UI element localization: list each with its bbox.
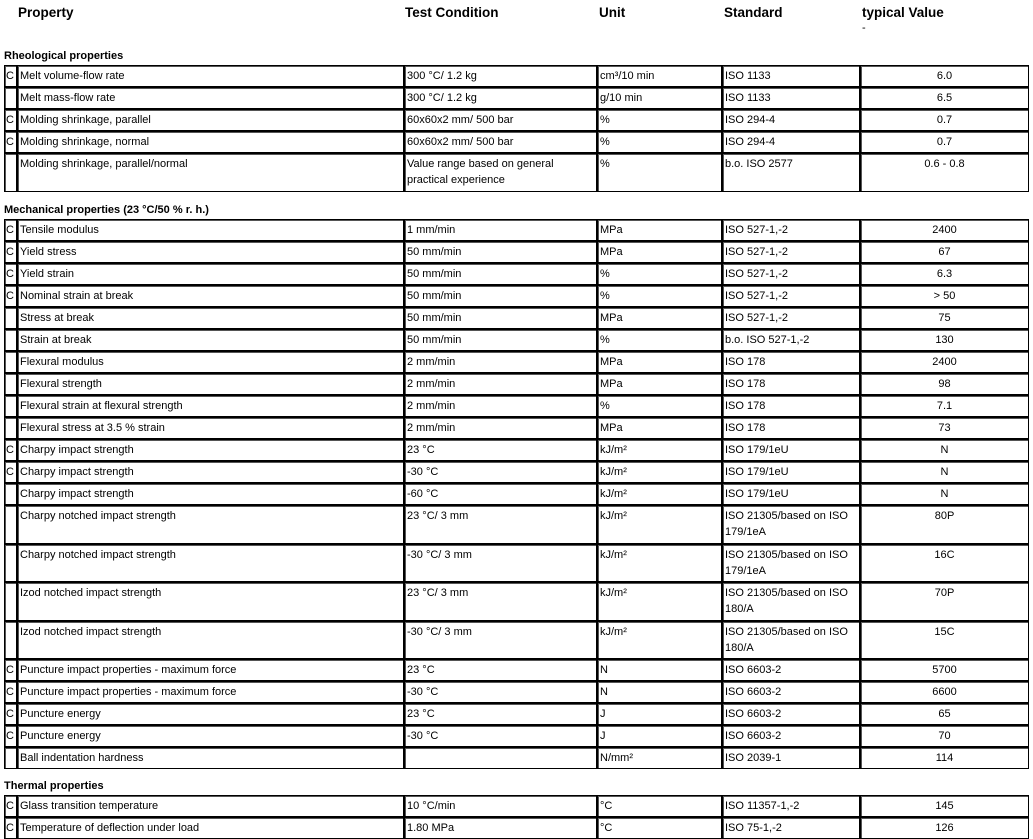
standard-cell: ISO 21305/based on ISO 179/1eA bbox=[722, 505, 860, 544]
c-flag-cell: C bbox=[4, 439, 17, 461]
property-cell: Stress at break bbox=[17, 307, 404, 329]
standard-cell: b.o. ISO 527-1,-2 bbox=[722, 329, 860, 351]
typical-value-cell: 130 bbox=[860, 329, 1029, 351]
table-row bbox=[4, 131, 1029, 153]
test-condition-cell: 50 mm/min bbox=[404, 241, 597, 263]
standard-cell: ISO 527-1,-2 bbox=[722, 307, 860, 329]
unit-cell: °C bbox=[597, 817, 722, 839]
unit-cell: % bbox=[597, 109, 722, 131]
c-flag-cell: C bbox=[4, 659, 17, 681]
table-row bbox=[4, 621, 1029, 660]
test-condition-cell: 50 mm/min bbox=[404, 329, 597, 351]
c-flag-cell bbox=[4, 87, 17, 109]
typical-value-cell: 65 bbox=[860, 703, 1029, 725]
property-cell: Melt volume-flow rate bbox=[17, 65, 404, 87]
column-header-test-condition: Test Condition bbox=[405, 5, 499, 20]
c-flag-cell: C bbox=[4, 241, 17, 263]
c-flag-cell: C bbox=[4, 817, 17, 839]
test-condition-cell: -30 °C/ 3 mm bbox=[404, 544, 597, 583]
test-condition-cell: 60x60x2 mm/ 500 bar bbox=[404, 131, 597, 153]
column-header-typical-value: typical Value bbox=[862, 5, 944, 20]
standard-cell: ISO 527-1,-2 bbox=[722, 285, 860, 307]
test-condition-cell: 2 mm/min bbox=[404, 417, 597, 439]
section-title-rheological: Rheological properties bbox=[4, 50, 124, 62]
typical-value-cell: 6.0 bbox=[860, 65, 1029, 87]
standard-cell: ISO 527-1,-2 bbox=[722, 241, 860, 263]
test-condition-cell: 2 mm/min bbox=[404, 373, 597, 395]
standard-cell: ISO 179/1eU bbox=[722, 483, 860, 505]
test-condition-cell bbox=[404, 747, 597, 769]
c-flag-cell bbox=[4, 307, 17, 329]
property-cell: Charpy impact strength bbox=[17, 439, 404, 461]
table-row bbox=[4, 219, 1029, 241]
c-flag-cell: C bbox=[4, 725, 17, 747]
table-row bbox=[4, 65, 1029, 87]
test-condition-cell: 300 °C/ 1.2 kg bbox=[404, 87, 597, 109]
test-condition-cell: -30 °C bbox=[404, 681, 597, 703]
test-condition-cell: 2 mm/min bbox=[404, 351, 597, 373]
typical-value-cell: 2400 bbox=[860, 351, 1029, 373]
c-flag-cell bbox=[4, 582, 17, 621]
property-cell: Molding shrinkage, parallel bbox=[17, 109, 404, 131]
standard-cell: ISO 1133 bbox=[722, 87, 860, 109]
unit-cell: kJ/m² bbox=[597, 461, 722, 483]
property-cell: Yield strain bbox=[17, 263, 404, 285]
standard-cell: ISO 1133 bbox=[722, 65, 860, 87]
unit-cell: MPa bbox=[597, 373, 722, 395]
test-condition-cell: 60x60x2 mm/ 500 bar bbox=[404, 109, 597, 131]
column-header-property: Property bbox=[18, 5, 74, 20]
property-cell: Flexural stress at 3.5 % strain bbox=[17, 417, 404, 439]
table-row bbox=[4, 439, 1029, 461]
standard-cell: ISO 179/1eU bbox=[722, 439, 860, 461]
typical-value-cell: > 50 bbox=[860, 285, 1029, 307]
c-flag-cell bbox=[4, 544, 17, 583]
typical-value-cell: 70P bbox=[860, 582, 1029, 621]
unit-cell: MPa bbox=[597, 241, 722, 263]
typical-value-cell: 0.7 bbox=[860, 109, 1029, 131]
unit-cell: % bbox=[597, 131, 722, 153]
unit-cell: kJ/m² bbox=[597, 621, 722, 660]
test-condition-cell: 23 °C bbox=[404, 703, 597, 725]
test-condition-cell: -30 °C/ 3 mm bbox=[404, 621, 597, 660]
unit-cell: °C bbox=[597, 795, 722, 817]
test-condition-cell: 10 °C/min bbox=[404, 795, 597, 817]
test-condition-cell: 1 mm/min bbox=[404, 219, 597, 241]
property-cell: Temperature of deflection under load bbox=[17, 817, 404, 839]
standard-cell: ISO 11357-1,-2 bbox=[722, 795, 860, 817]
table-row bbox=[4, 659, 1029, 681]
c-flag-cell bbox=[4, 747, 17, 769]
standard-cell: ISO 6603-2 bbox=[722, 659, 860, 681]
typical-value-cell: 126 bbox=[860, 817, 1029, 839]
typical-value-cell: 6.3 bbox=[860, 263, 1029, 285]
typical-value-cell: 6600 bbox=[860, 681, 1029, 703]
test-condition-cell: 23 °C bbox=[404, 439, 597, 461]
property-cell: Tensile modulus bbox=[17, 219, 404, 241]
c-flag-cell bbox=[4, 621, 17, 660]
c-flag-cell: C bbox=[4, 461, 17, 483]
unit-cell: J bbox=[597, 725, 722, 747]
test-condition-cell: 300 °C/ 1.2 kg bbox=[404, 65, 597, 87]
property-cell: Charpy impact strength bbox=[17, 461, 404, 483]
test-condition-cell: 2 mm/min bbox=[404, 395, 597, 417]
property-cell: Flexural strength bbox=[17, 373, 404, 395]
table-row bbox=[4, 483, 1029, 505]
table-row bbox=[4, 241, 1029, 263]
table-row bbox=[4, 263, 1029, 285]
property-cell: Puncture impact properties - maximum force bbox=[17, 659, 404, 681]
c-flag-cell bbox=[4, 351, 17, 373]
typical-value-cell: 73 bbox=[860, 417, 1029, 439]
c-flag-cell: C bbox=[4, 131, 17, 153]
test-condition-cell: -30 °C bbox=[404, 725, 597, 747]
property-cell: Yield stress bbox=[17, 241, 404, 263]
unit-cell: N/mm² bbox=[597, 747, 722, 769]
table-row bbox=[4, 285, 1029, 307]
typical-value-cell: 145 bbox=[860, 795, 1029, 817]
unit-cell: g/10 min bbox=[597, 87, 722, 109]
standard-cell: ISO 75-1,-2 bbox=[722, 817, 860, 839]
c-flag-cell bbox=[4, 417, 17, 439]
table-row bbox=[4, 544, 1029, 583]
c-flag-cell bbox=[4, 373, 17, 395]
standard-cell: ISO 6603-2 bbox=[722, 681, 860, 703]
unit-cell: cm³/10 min bbox=[597, 65, 722, 87]
standard-cell: ISO 527-1,-2 bbox=[722, 219, 860, 241]
unit-cell: % bbox=[597, 395, 722, 417]
test-condition-cell: 23 °C/ 3 mm bbox=[404, 582, 597, 621]
standard-cell: ISO 294-4 bbox=[722, 131, 860, 153]
test-condition-cell: 50 mm/min bbox=[404, 285, 597, 307]
c-flag-cell: C bbox=[4, 219, 17, 241]
standard-cell: ISO 21305/based on ISO 180/A bbox=[722, 621, 860, 660]
test-condition-cell: 50 mm/min bbox=[404, 307, 597, 329]
table-row bbox=[4, 505, 1029, 544]
typical-value-cell: 0.6 - 0.8 bbox=[860, 153, 1029, 192]
test-condition-cell: 1.80 MPa bbox=[404, 817, 597, 839]
unit-cell: kJ/m² bbox=[597, 439, 722, 461]
typical-value-cell: 70 bbox=[860, 725, 1029, 747]
property-cell: Flexural strain at flexural strength bbox=[17, 395, 404, 417]
property-cell: Puncture energy bbox=[17, 703, 404, 725]
test-condition-cell: 50 mm/min bbox=[404, 263, 597, 285]
table-row bbox=[4, 329, 1029, 351]
table-row bbox=[4, 703, 1029, 725]
typical-value-cell: N bbox=[860, 483, 1029, 505]
typical-value-cell: 7.1 bbox=[860, 395, 1029, 417]
column-header-standard: Standard bbox=[724, 5, 783, 20]
standard-cell: ISO 179/1eU bbox=[722, 461, 860, 483]
typical-value-cell: 80P bbox=[860, 505, 1029, 544]
unit-cell: % bbox=[597, 263, 722, 285]
rheological-properties-table bbox=[4, 65, 1029, 192]
c-flag-cell: C bbox=[4, 109, 17, 131]
table-row bbox=[4, 582, 1029, 621]
standard-cell: ISO 178 bbox=[722, 417, 860, 439]
typical-value-cell: 114 bbox=[860, 747, 1029, 769]
property-cell: Charpy notched impact strength bbox=[17, 505, 404, 544]
unit-cell: MPa bbox=[597, 417, 722, 439]
typical-value-cell: N bbox=[860, 461, 1029, 483]
unit-cell: kJ/m² bbox=[597, 582, 722, 621]
unit-cell: % bbox=[597, 329, 722, 351]
thermal-properties-table bbox=[4, 795, 1029, 839]
property-cell: Puncture impact properties - maximum force bbox=[17, 681, 404, 703]
c-flag-cell bbox=[4, 395, 17, 417]
typical-value-cell: 6.5 bbox=[860, 87, 1029, 109]
table-row bbox=[4, 681, 1029, 703]
property-cell: Charpy impact strength bbox=[17, 483, 404, 505]
unit-cell: MPa bbox=[597, 307, 722, 329]
table-row bbox=[4, 109, 1029, 131]
unit-cell: kJ/m² bbox=[597, 483, 722, 505]
c-flag-cell: C bbox=[4, 795, 17, 817]
table-row bbox=[4, 461, 1029, 483]
unit-cell: % bbox=[597, 153, 722, 192]
standard-cell: ISO 21305/based on ISO 180/A bbox=[722, 582, 860, 621]
section-title-thermal: Thermal properties bbox=[4, 780, 104, 792]
unit-cell: N bbox=[597, 681, 722, 703]
standard-cell: ISO 21305/based on ISO 179/1eA bbox=[722, 544, 860, 583]
standard-cell: ISO 178 bbox=[722, 351, 860, 373]
table-row bbox=[4, 395, 1029, 417]
unit-cell: J bbox=[597, 703, 722, 725]
standard-cell: ISO 294-4 bbox=[722, 109, 860, 131]
table-row bbox=[4, 351, 1029, 373]
typical-value-cell: 5700 bbox=[860, 659, 1029, 681]
unit-cell: N bbox=[597, 659, 722, 681]
property-cell: Strain at break bbox=[17, 329, 404, 351]
unit-cell: MPa bbox=[597, 351, 722, 373]
typical-value-cell: N bbox=[860, 439, 1029, 461]
test-condition-cell: -60 °C bbox=[404, 483, 597, 505]
typical-value-cell: 0.7 bbox=[860, 131, 1029, 153]
c-flag-cell bbox=[4, 153, 17, 192]
standard-cell: ISO 178 bbox=[722, 373, 860, 395]
property-cell: Charpy notched impact strength bbox=[17, 544, 404, 583]
typical-value-cell: 2400 bbox=[860, 219, 1029, 241]
typical-value-cell: 67 bbox=[860, 241, 1029, 263]
c-flag-cell: C bbox=[4, 285, 17, 307]
column-header-typical-value-dash: - bbox=[862, 22, 866, 34]
property-cell: Izod notched impact strength bbox=[17, 582, 404, 621]
standard-cell: b.o. ISO 2577 bbox=[722, 153, 860, 192]
table-row bbox=[4, 307, 1029, 329]
standard-cell: ISO 6603-2 bbox=[722, 725, 860, 747]
table-row bbox=[4, 417, 1029, 439]
test-condition-cell: Value range based on general practical experience bbox=[404, 153, 597, 192]
property-cell: Glass transition temperature bbox=[17, 795, 404, 817]
standard-cell: ISO 527-1,-2 bbox=[722, 263, 860, 285]
property-cell: Izod notched impact strength bbox=[17, 621, 404, 660]
table-row bbox=[4, 747, 1029, 769]
table-row bbox=[4, 795, 1029, 817]
c-flag-cell: C bbox=[4, 681, 17, 703]
c-flag-cell: C bbox=[4, 263, 17, 285]
property-cell: Molding shrinkage, normal bbox=[17, 131, 404, 153]
typical-value-cell: 16C bbox=[860, 544, 1029, 583]
c-flag-cell bbox=[4, 329, 17, 351]
typical-value-cell: 15C bbox=[860, 621, 1029, 660]
test-condition-cell: 23 °C bbox=[404, 659, 597, 681]
typical-value-cell: 98 bbox=[860, 373, 1029, 395]
standard-cell: ISO 2039-1 bbox=[722, 747, 860, 769]
unit-cell: kJ/m² bbox=[597, 544, 722, 583]
property-cell: Puncture energy bbox=[17, 725, 404, 747]
standard-cell: ISO 6603-2 bbox=[722, 703, 860, 725]
property-cell: Flexural modulus bbox=[17, 351, 404, 373]
test-condition-cell: 23 °C/ 3 mm bbox=[404, 505, 597, 544]
table-row bbox=[4, 87, 1029, 109]
c-flag-cell: C bbox=[4, 703, 17, 725]
table-row bbox=[4, 725, 1029, 747]
table-row bbox=[4, 153, 1029, 192]
property-cell: Molding shrinkage, parallel/normal bbox=[17, 153, 404, 192]
column-header-unit: Unit bbox=[599, 5, 626, 20]
table-row bbox=[4, 373, 1029, 395]
property-cell: Ball indentation hardness bbox=[17, 747, 404, 769]
unit-cell: % bbox=[597, 285, 722, 307]
test-condition-cell: -30 °C bbox=[404, 461, 597, 483]
table-row bbox=[4, 817, 1029, 839]
property-cell: Nominal strain at break bbox=[17, 285, 404, 307]
c-flag-cell bbox=[4, 505, 17, 544]
property-cell: Melt mass-flow rate bbox=[17, 87, 404, 109]
mechanical-properties-table bbox=[4, 219, 1029, 769]
unit-cell: kJ/m² bbox=[597, 505, 722, 544]
standard-cell: ISO 178 bbox=[722, 395, 860, 417]
section-title-mechanical: Mechanical properties (23 °C/50 % r. h.) bbox=[4, 204, 209, 216]
c-flag-cell bbox=[4, 483, 17, 505]
c-flag-cell: C bbox=[4, 65, 17, 87]
unit-cell: MPa bbox=[597, 219, 722, 241]
typical-value-cell: 75 bbox=[860, 307, 1029, 329]
